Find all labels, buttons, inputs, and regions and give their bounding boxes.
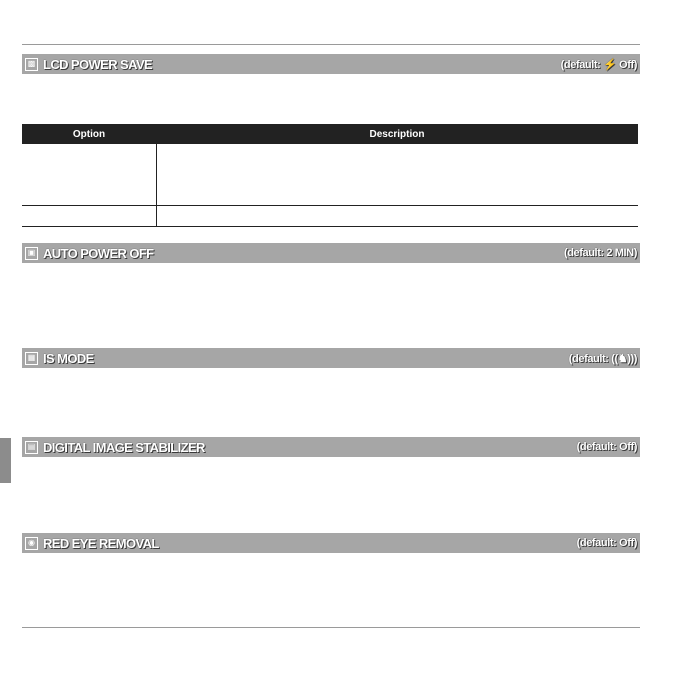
- section-default: (default: Off): [576, 537, 637, 549]
- lcd-power-save-icon: ▩: [25, 58, 38, 71]
- section-header-auto-power-off: [22, 243, 640, 263]
- options-table: [22, 124, 638, 227]
- column-header-description: Description: [369, 128, 425, 140]
- is-mode-icon: ▦: [25, 352, 38, 365]
- section-default: (default: Off): [576, 441, 637, 453]
- section-default: (default: 2 MIN): [563, 247, 637, 259]
- section-title: DIGITAL IMAGE STABILIZER: [43, 439, 205, 455]
- auto-power-off-icon: ▣: [25, 247, 38, 260]
- section-title: IS MODE: [43, 350, 94, 366]
- red-eye-removal-icon: ◉: [25, 537, 38, 550]
- chapter-tab: [0, 438, 11, 483]
- digital-image-stabilizer-icon: ▤: [25, 441, 38, 454]
- section-title: RED EYE REMOVAL: [43, 535, 159, 551]
- column-divider: [156, 206, 157, 226]
- section-title: AUTO POWER OFF: [43, 245, 154, 261]
- section-header-lcd-power-save: [22, 54, 640, 74]
- top-rule: [22, 44, 640, 45]
- section-default: (default: ((♞))): [568, 352, 637, 365]
- section-header-digital-image-stabilizer: [22, 437, 640, 457]
- bottom-rule: [22, 627, 640, 628]
- section-header-is-mode: [22, 348, 640, 368]
- table-header: [22, 124, 638, 144]
- section-default: (default: ⚡ Off): [560, 58, 637, 71]
- table-row: [22, 206, 638, 227]
- table-row: [22, 144, 638, 206]
- column-header-option: Option: [72, 128, 106, 140]
- section-title: LCD POWER SAVE: [43, 56, 153, 72]
- column-divider: [156, 144, 157, 205]
- section-header-red-eye-removal: [22, 533, 640, 553]
